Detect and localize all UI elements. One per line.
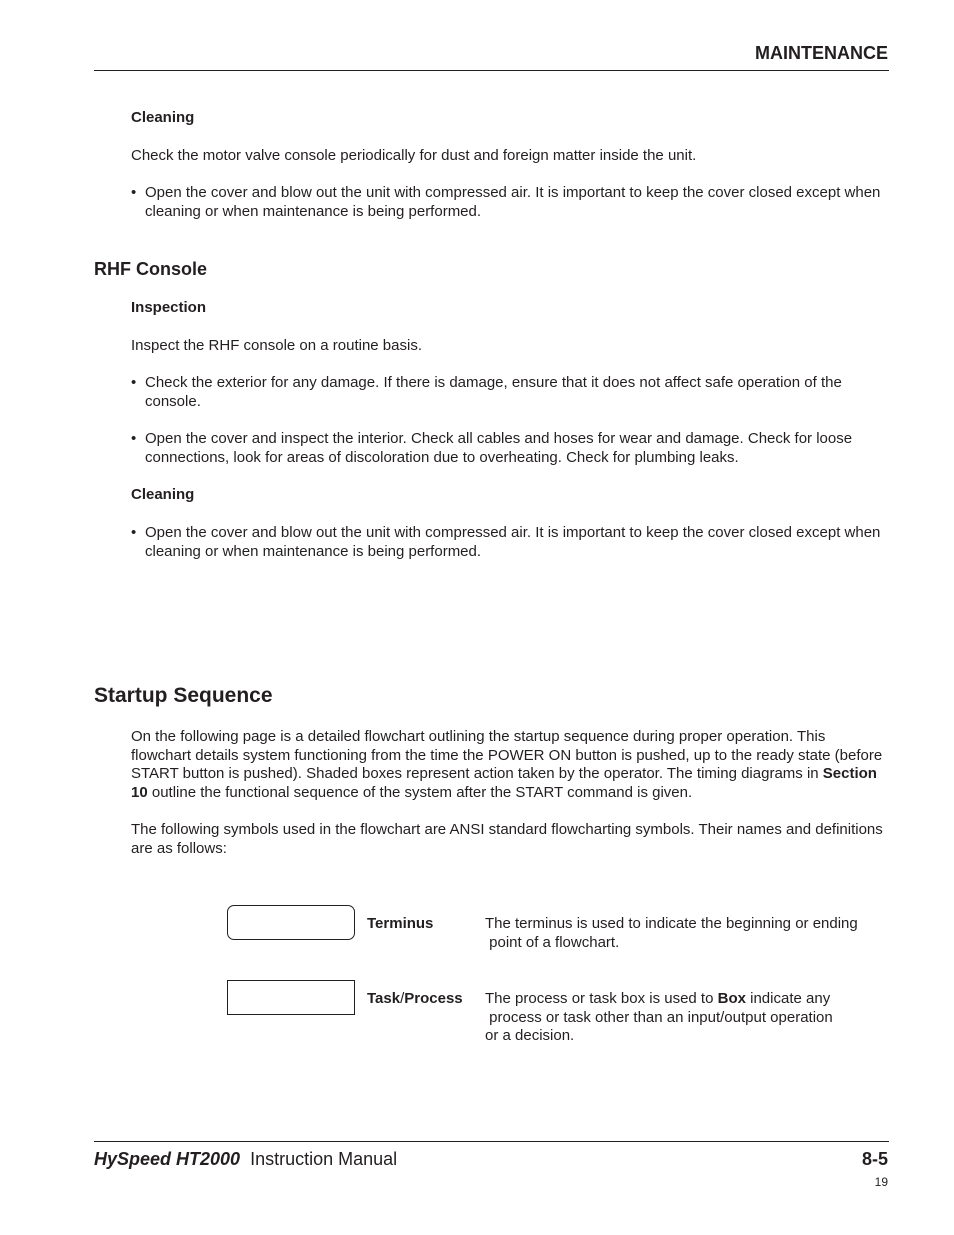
header-rule [94, 70, 889, 71]
manual-label: Instruction Manual [250, 1149, 398, 1169]
bullet-glyph: • [131, 184, 137, 201]
inspection-heading: Inspection [131, 299, 207, 316]
desc-text: The process or task box is used to [485, 990, 718, 1007]
bullet-glyph: • [131, 374, 137, 391]
brand-name: HySpeed HT2000 [94, 1149, 241, 1169]
desc-line [485, 990, 885, 1009]
rhf-cleaning-heading: Cleaning [131, 486, 195, 503]
header-title: MAINTENANCE [755, 43, 888, 63]
desc-line: process or task other than an input/output operation [485, 1008, 833, 1026]
startup-paragraph [131, 728, 889, 802]
desc-line: or a decision. [485, 1027, 575, 1045]
bullet-text: Open the cover and blow out the unit with compressed air. It is important to keep the cover closed except when cleaning or when maintenance is being performed. [145, 524, 881, 560]
label-part: Task [367, 990, 401, 1007]
sheet-number: 19 [874, 1175, 888, 1189]
bullet-text: Check the exterior for any damage. If there is damage, ensure that it does not affect safe operation of the console. [145, 374, 842, 410]
desc-text: indicate any [745, 990, 831, 1007]
bullet-text: Open the cover and inspect the interior. Check all cables and hoses for wear and damage. Check for loose connections, look for areas of discoloration due to overheating. Check for plumbing leaks. [145, 430, 853, 466]
task-process-label [367, 990, 463, 1007]
label-part: Process [404, 990, 463, 1007]
para-text: outline the functional sequence of the system after the START command is given. [147, 783, 693, 801]
inspection-paragraph: Inspect the RHF console on a routine basis. [131, 337, 422, 354]
footer-manual-title [94, 1149, 397, 1170]
bullet-glyph: • [131, 430, 137, 447]
task-process-symbol [227, 980, 355, 1015]
footer-rule [94, 1141, 889, 1142]
section-heading-rhf-console: RHF Console [94, 259, 208, 279]
bullet-glyph: • [131, 524, 137, 541]
section-reference: Section 10 [131, 765, 877, 801]
terminus-label: Terminus [367, 915, 434, 932]
task-process-description [485, 990, 885, 1046]
cleaning-heading: Cleaning [131, 109, 195, 126]
symbols-intro-paragraph: The following symbols used in the flowchart are ANSI standard flowcharting symbols. Their names and definitions are as follows: [131, 821, 883, 857]
terminus-symbol [227, 905, 355, 940]
terminus-description [485, 915, 885, 952]
page-number: 8-5 [861, 1149, 888, 1169]
desc-bold: Box [717, 990, 746, 1007]
bullet-text: Open the cover and blow out the unit with compressed air. It is important to keep the cover closed except when cleaning or when maintenance is being performed. [145, 184, 881, 220]
desc-line: point of a flowchart. [485, 933, 620, 951]
section-heading-startup-sequence: Startup Sequence [94, 684, 273, 707]
label-separator: / [400, 990, 405, 1007]
cleaning-paragraph: Check the motor valve console periodically for dust and foreign matter inside the unit. [131, 147, 697, 164]
desc-line: The terminus is used to indicate the beginning or ending [485, 915, 858, 932]
para-text: On the following page is a detailed flowchart outlining the startup sequence during proper operation. This flowchart details system functioning from the time the POWER ON button is pushed, up to the ready state (before START button is pushed). Shaded boxes represent action taken by the operator. The timing diagrams in [131, 728, 883, 783]
